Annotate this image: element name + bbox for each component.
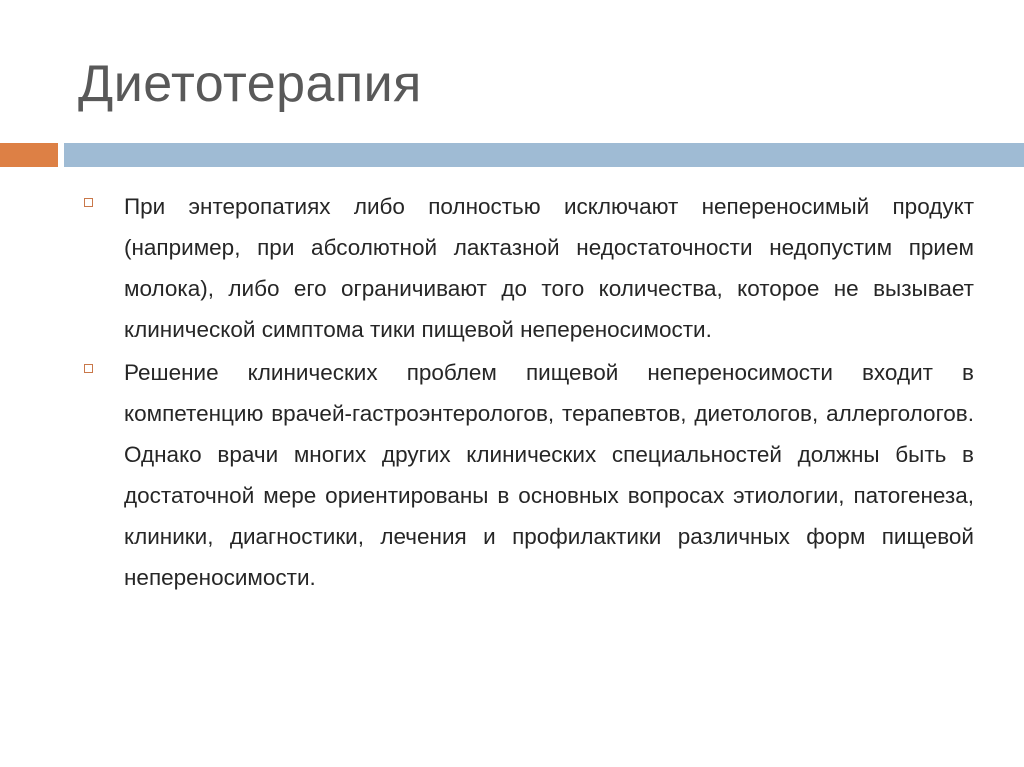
bullet-item: [114, 352, 974, 598]
bullet-item: [114, 186, 974, 350]
hollow-square-bullet-icon: [84, 198, 93, 207]
accent-bar-orange: [0, 143, 58, 167]
hollow-square-bullet-icon: [84, 364, 93, 373]
slide-title: Диетотерапия: [78, 55, 422, 113]
accent-bar-blue: [64, 143, 1024, 167]
bullet-list: [104, 186, 974, 600]
bullet-text: Решение клинических проблем пищевой непереносимости входит в компетенцию врачей-гастроэнтерологов, терапевтов, диетологов, аллергологов. Однако врачи многих других клинических специальностей должны быть в достаточной мере ориентированы в основных вопросах этиологии, патогенеза, клиники, диагностики, лечения и профилактики различных форм пищевой непереносимости.: [124, 360, 974, 590]
bullet-text: При энтеропатиях либо полностью исключают непереносимый продукт (например, при абсолютной лактазной недостаточности недопустим прием молока), либо его ограничивают до того количества, которое не вызывает клинической симптома тики пищевой непереносимости.: [124, 194, 974, 342]
